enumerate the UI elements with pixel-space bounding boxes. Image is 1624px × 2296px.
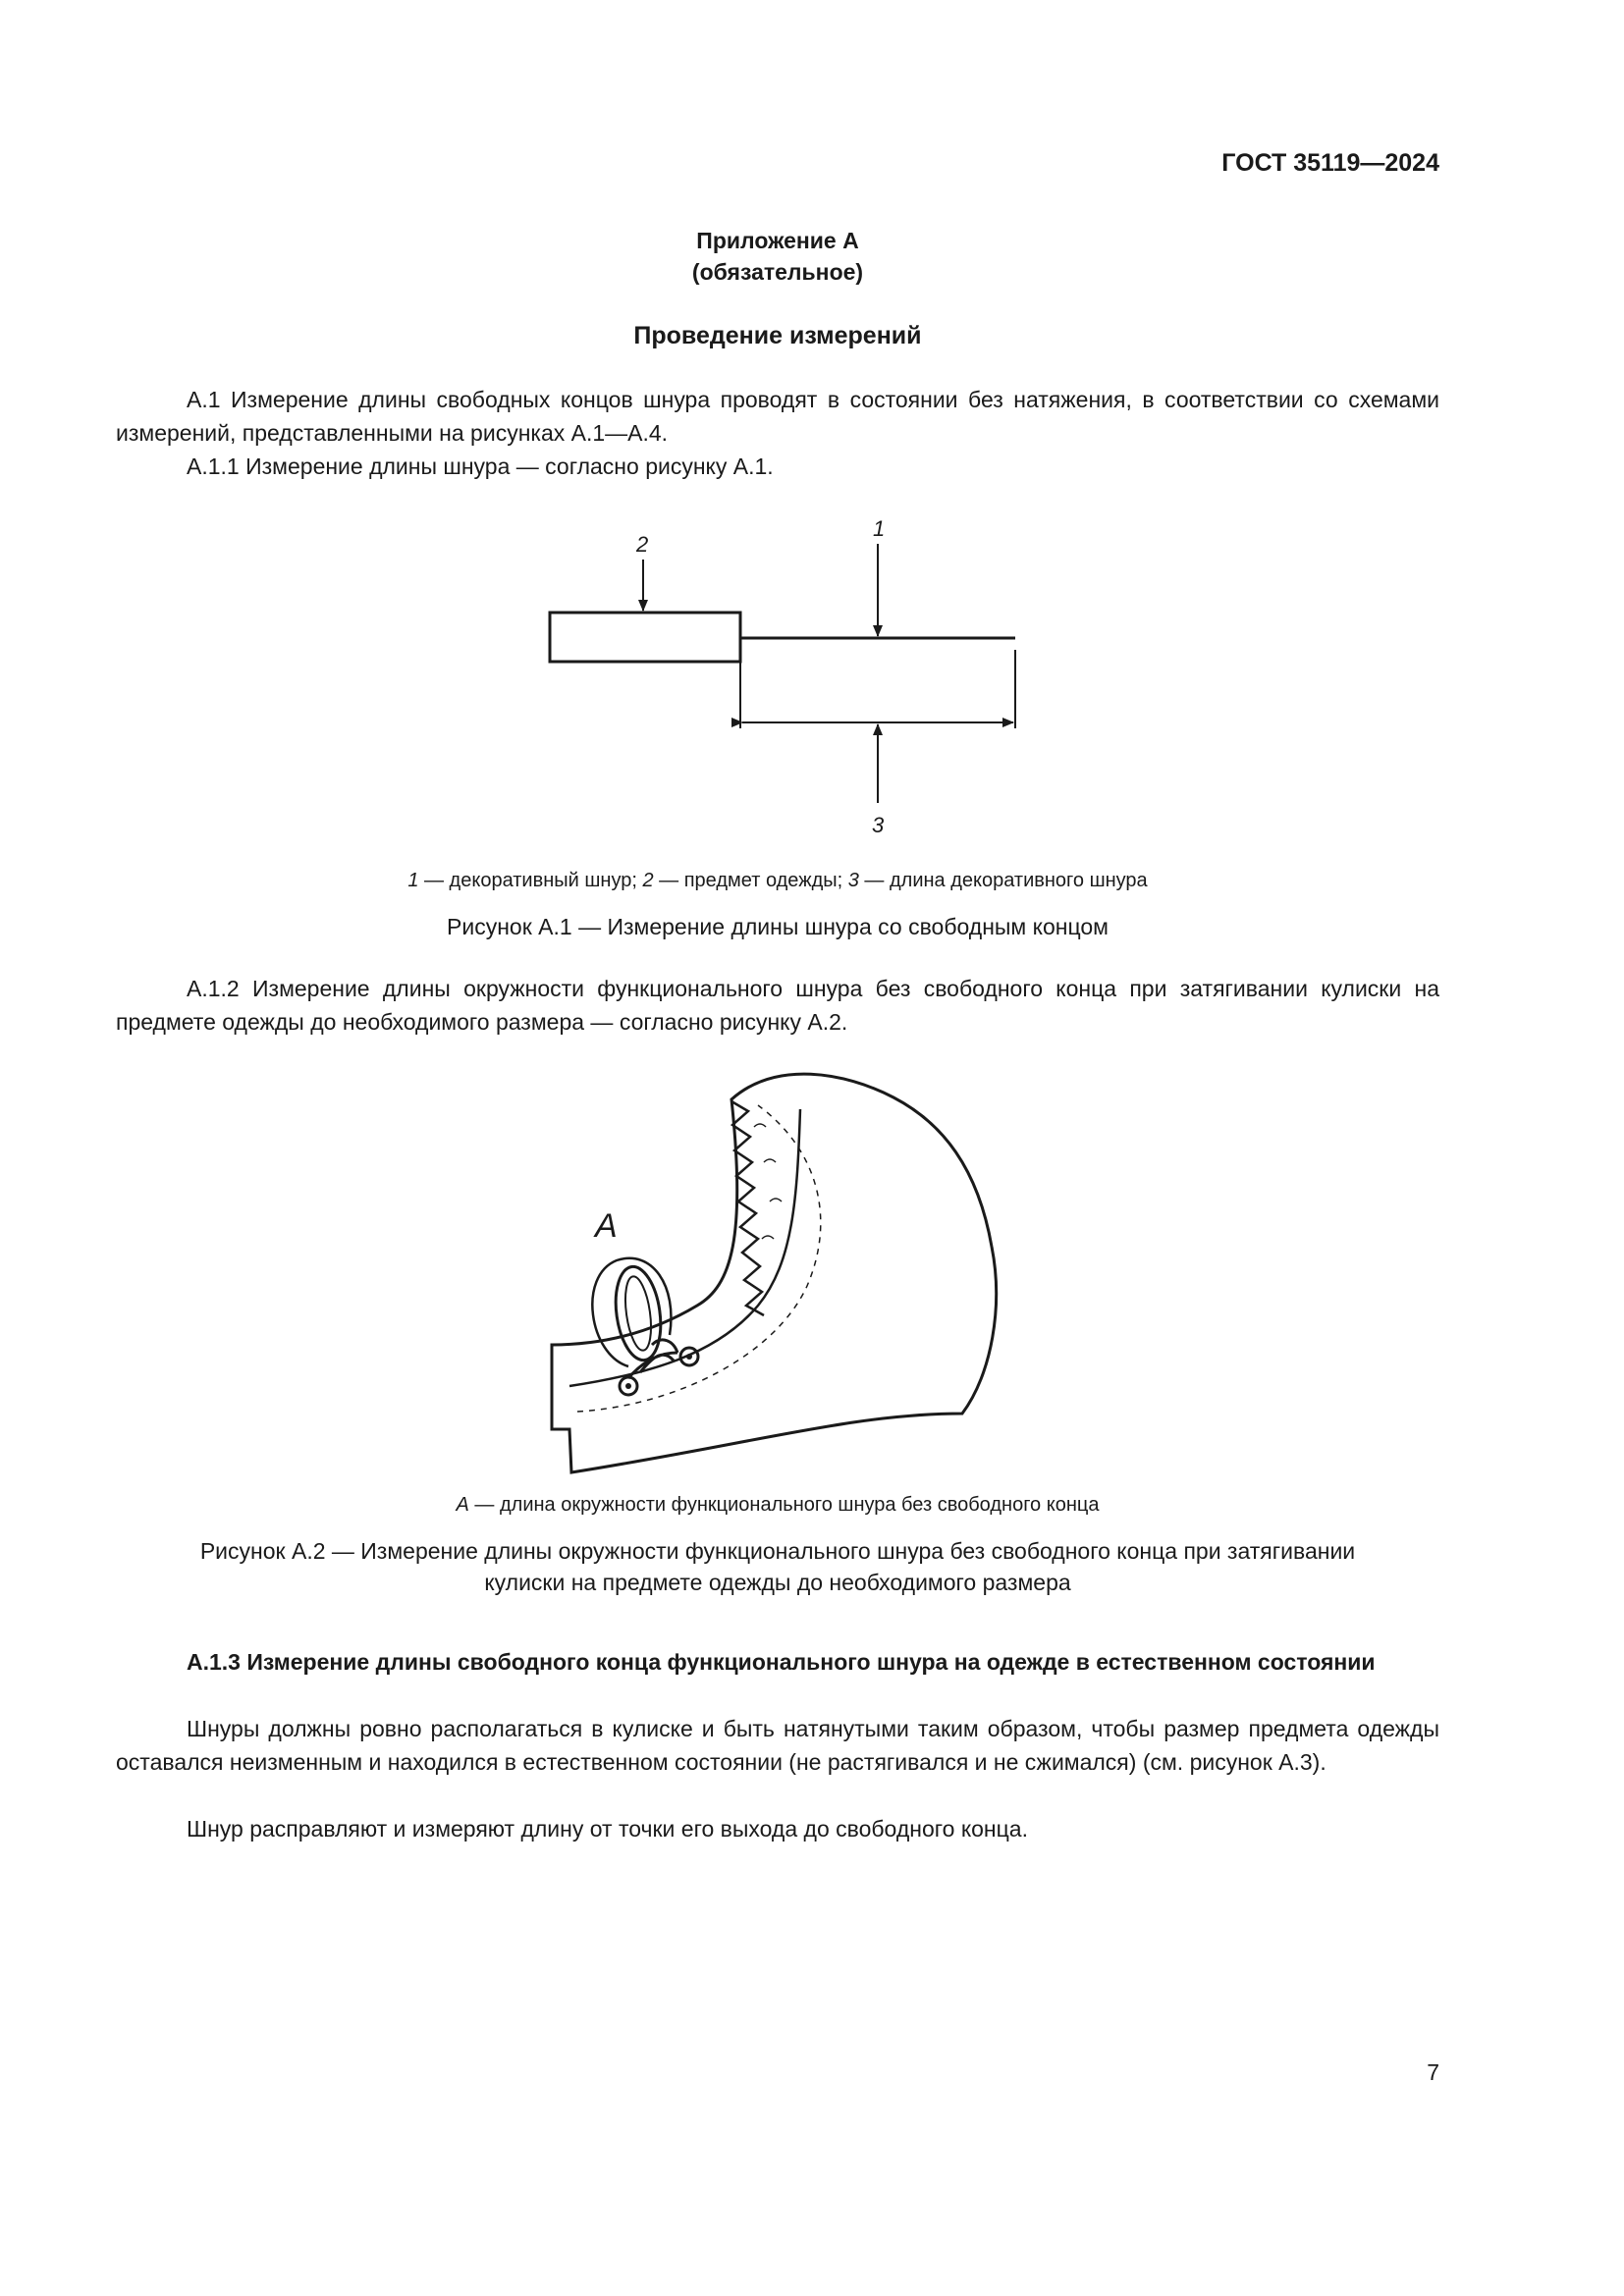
figure-a1-caption: Рисунок А.1 — Измерение длины шнура со свободным концом — [447, 914, 1109, 939]
figure-a2-caption-line-2: кулиски на предмете одежды до необходимого размера — [484, 1570, 1071, 1595]
paragraph-a1: А.1 Измерение длины свободных концов шнура проводят в состоянии без натяжения, в соответствии со схемами измерений, представленными на рисунках А.1—А.4. — [116, 387, 1439, 446]
figure-a1-label-3: 3 — [872, 813, 885, 837]
figure-a1-label-1: 1 — [873, 516, 886, 541]
figure-a1-legend: 1 — декоративный шнур; 2 — предмет одежды; 3 — длина декоративного шнура — [407, 870, 1148, 891]
garment-rectangle — [550, 613, 740, 662]
figure-a2-label-a: А — [595, 1207, 618, 1245]
appendix-note: (обязательное) — [691, 259, 864, 285]
hood-outline — [552, 1074, 997, 1472]
figure-a2-legend: А — длина окружности функционального шнура без свободного конца — [456, 1494, 1100, 1516]
figure-a2-caption-line-1: Рисунок А.2 — Измерение длины окружности функционального шнура без свободного конца при затягивании — [199, 1538, 1356, 1564]
figure-a2 — [530, 1041, 1041, 1492]
document-code: ГОСТ 35119—2024 — [1221, 149, 1439, 177]
paragraph-a1-3-text-2: Шнур расправляют и измеряют длину от точки его выхода до свободного конца. — [187, 1816, 1028, 1842]
figure-a1 — [530, 501, 1041, 854]
paragraph-a1-2: А.1.2 Измерение длины окружности функционального шнура без свободного конца при затягивании кулиски на предмете одежды до необходимого размера — согласно рисунку А.2. — [116, 976, 1439, 1035]
paragraph-a1-1: А.1.1 Измерение длины шнура — согласно рисунку А.1. — [187, 454, 774, 479]
paragraph-a1-3-text-1: Шнуры должны ровно располагаться в кулиске и быть натянутыми таким образом, чтобы размер предмета одежды оставался неизменным и находился в естественном состоянии (не растягивался и не сжимался) (см. рисунок А.3). — [116, 1716, 1439, 1775]
figure-a1-label-2: 2 — [636, 532, 649, 557]
appendix-title: Приложение А — [696, 228, 859, 253]
paragraph-a1-3-heading: А.1.3 Измерение длины свободного конца функционального шнура на одежде в естественном состоянии — [187, 1649, 1376, 1675]
section-title: Проведение измерений — [633, 322, 922, 349]
page-number: 7 — [1427, 2059, 1439, 2085]
